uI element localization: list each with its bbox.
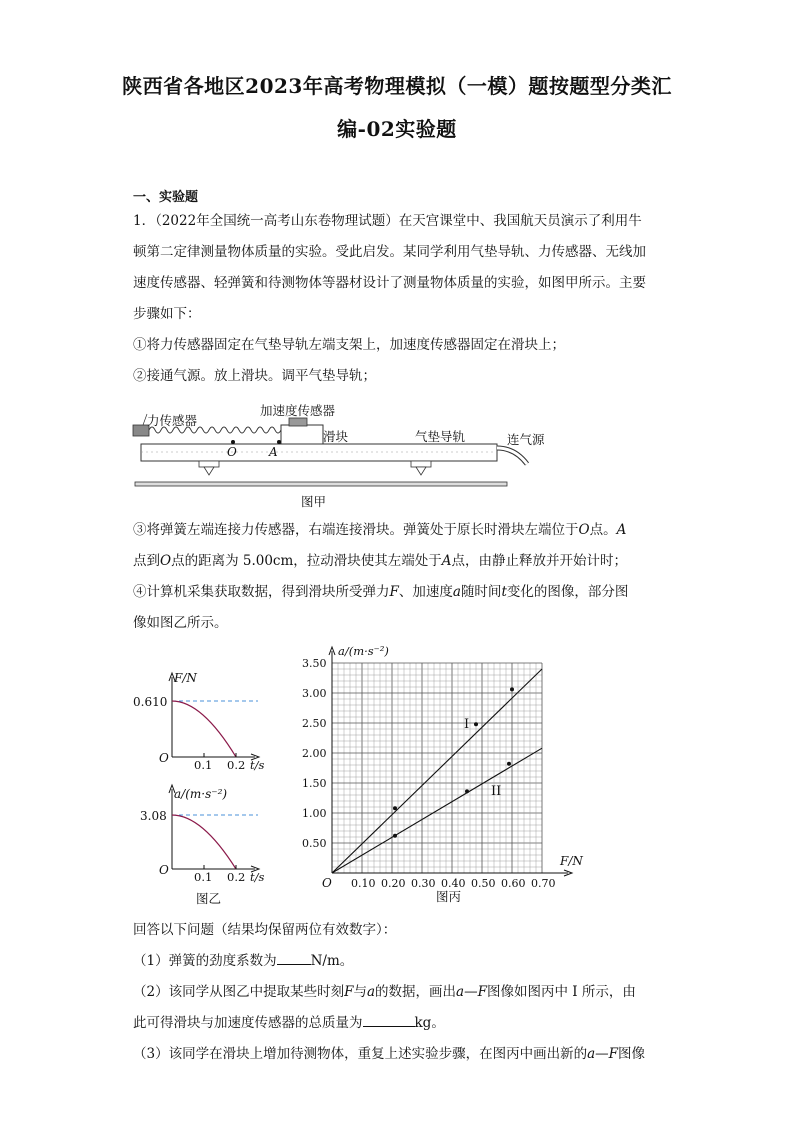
a-t-curve [172, 815, 236, 869]
part-2-line-2: 此可得滑块与加速度传感器的总质量为 kg。 [133, 1008, 663, 1039]
F-t-curve [172, 701, 236, 757]
y-tick-label: 3.00 [302, 687, 327, 700]
answer-blank-2[interactable] [363, 1012, 415, 1027]
part-3-line-1: （3）该同学在滑块上增加待测物体，重复上述实验步骤，在图丙中画出新的a—F图像 [133, 1046, 646, 1062]
y-tick-label: 2.50 [302, 717, 327, 730]
step-4-line-1: ④计算机采集获取数据，得到滑块所受弹力F、加速度a随时间t变化的图像，部分图 [133, 584, 629, 600]
series-I-point [393, 806, 397, 810]
label-A: A [269, 445, 278, 459]
x-tick-label: 0.70 [531, 877, 556, 890]
label-air-track: 气垫导轨 [415, 429, 466, 444]
table-top [135, 482, 507, 486]
figure-jia [133, 400, 563, 515]
answer-section [133, 915, 663, 1070]
x-tick-label: 0.10 [351, 877, 376, 890]
x-axis-label: F/N [560, 854, 583, 868]
series-I-point [474, 722, 478, 726]
a-value-label: 3.08 [140, 809, 167, 823]
label-O: O [227, 445, 237, 459]
origin-lower: O [159, 863, 169, 877]
y-axis-label: a/(m·s⁻²) [338, 644, 389, 658]
section-heading: 一、实验题 [133, 190, 199, 205]
label-air-source: 连气源 [507, 432, 545, 447]
chart-grid [332, 663, 542, 873]
air-track [141, 444, 497, 461]
answer-blank-1[interactable] [277, 950, 311, 965]
y-tick-label: 1.50 [302, 777, 327, 790]
series-II-point [465, 789, 469, 793]
stem-line-1: 1．（2022年全国统一高考山东卷物理试题）在天宫课堂中、我国航天员演示了利用牛 [133, 213, 642, 229]
y-tick-label: 3.50 [302, 657, 327, 670]
x-tick-label: 0.30 [411, 877, 436, 890]
slider-block [281, 425, 323, 446]
point-A [277, 440, 281, 444]
x-tick-label: 0.40 [441, 877, 466, 890]
x-tick-label: 0.60 [501, 877, 526, 890]
question-1-stem [133, 206, 663, 392]
point-O [231, 440, 235, 444]
y-tick-label: 0.50 [302, 837, 327, 850]
tick-lower-2: 0.2 [227, 870, 246, 884]
stem-line-3: 速度传感器、轻弹簧和待测物体等器材设计了测量物体质量的实验，如图甲所示。主要 [133, 275, 646, 291]
label-force-sensor: 力传感器 [147, 413, 198, 428]
title-line-2: 编-02实验题 [337, 117, 457, 141]
F-axis-label: F/N [174, 671, 197, 685]
step-1: ①将力传感器固定在气垫导轨左端支架上，加速度传感器固定在滑块上； [133, 337, 565, 353]
support-right [411, 461, 431, 475]
t-axis-upper: t/s [250, 758, 265, 772]
part-2-line-1: （2）该同学从图乙中提取某些时刻F与a的数据，画出a—F图像如图丙中 I 所示，由 [133, 984, 636, 1000]
t-axis-lower: t/s [250, 870, 265, 884]
stem-line-2: 顿第二定律测量物体质量的实验。受此启发。某同学利用气垫导轨、力传感器、无线加 [133, 244, 646, 260]
caption-bing: 图丙 [436, 889, 462, 904]
figure-yi [130, 655, 280, 915]
stem-line-4: 步骤如下： [133, 306, 201, 322]
figure-bing-chart [300, 645, 600, 905]
series-II-point [393, 834, 397, 838]
step-3-line-2: 点到O点的距离为 5.00cm，拉动滑块使其左端处于A点，由静止释放并开始计时； [133, 553, 628, 569]
series-I-label: I [464, 717, 470, 733]
step-4-line-2: 像如图乙所示。 [133, 615, 228, 631]
series-II-point [507, 762, 511, 766]
y-tick-label: 1.00 [302, 807, 327, 820]
tick-lower-1: 0.1 [194, 870, 213, 884]
caption-jia: 图甲 [301, 494, 327, 509]
series-II-label: II [491, 784, 502, 799]
origin-upper: O [159, 751, 169, 765]
steps-3-4 [133, 515, 663, 639]
title-line-1: 陕西省各地区2023年高考物理模拟（一模）题按题型分类汇 [122, 74, 672, 98]
y-tick-label: 2.00 [302, 747, 327, 760]
x-tick-label: 0.20 [381, 877, 406, 890]
series-II-line [332, 748, 542, 873]
step-2: ②接通气源。放上滑块。调平气垫导轨； [133, 368, 376, 384]
chart-axes [329, 647, 572, 876]
accel-sensor-block [289, 418, 307, 426]
label-slider: 滑块 [323, 429, 349, 444]
label-accel-sensor: 加速度传感器 [260, 403, 336, 418]
series-I-point [510, 687, 514, 691]
tick-upper-2: 0.2 [227, 758, 246, 772]
part-1: （1）弹簧的劲度系数为 N/m。 [133, 946, 663, 977]
step-3-line-1: ③将弹簧左端连接力传感器，右端连接滑块。弹簧处于原长时滑块左端位于O点。A [133, 522, 627, 538]
caption-yi: 图乙 [196, 891, 222, 906]
x-tick-label: 0.50 [471, 877, 496, 890]
tick-upper-1: 0.1 [194, 758, 213, 772]
origin-label: O [322, 876, 332, 890]
F-value-label: 0.610 [133, 695, 168, 709]
support-left [199, 461, 219, 475]
a-axis-label: a/(m·s⁻²) [174, 787, 228, 801]
answer-intro: 回答以下问题（结果均保留两位有效数字）： [133, 922, 397, 938]
